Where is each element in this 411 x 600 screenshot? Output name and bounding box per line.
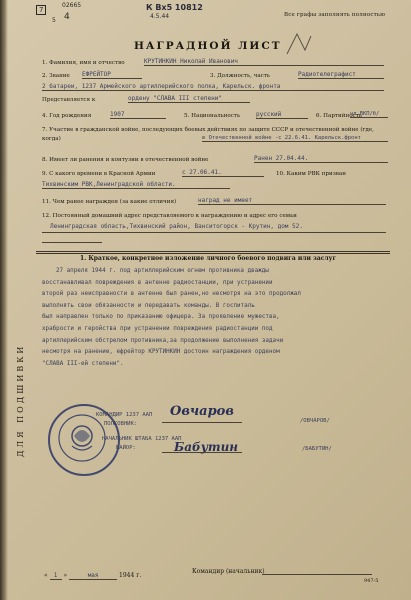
corner-number-sheet: 4 bbox=[64, 12, 70, 22]
archive-stamp-date: 4.5.44 bbox=[150, 13, 170, 20]
field-9-value: с 27.06.41. bbox=[182, 169, 264, 177]
chief-of-staff-label: НАЧАЛЬНИК ШТАБА 1237 ААП bbox=[102, 436, 182, 442]
page-title: НАГРАДНОЙ ЛИСТ bbox=[134, 40, 282, 52]
scan-binding-edge bbox=[0, 0, 8, 600]
corner-number-small: 5 bbox=[52, 17, 56, 24]
narrative-line: артиллерийским обстрелом противника,за продолжение выполнения задачи bbox=[42, 337, 284, 344]
field-10-label: 10. Каким РВК призван bbox=[276, 171, 346, 177]
corner-number-boxed: 7 bbox=[36, 5, 46, 15]
commander-rank: ПОЛКОВНИК: bbox=[104, 421, 138, 427]
field-12-value: Ленинградская область,Тихвинский район, Ванситогорск - Крутин, дом 52. bbox=[50, 223, 303, 230]
chief-of-staff-signature: Бабутин bbox=[174, 440, 239, 454]
date-day: 1 bbox=[50, 572, 62, 580]
date-close-quote: » bbox=[63, 572, 68, 579]
field-6-value: чл.ВКП/б/ bbox=[350, 111, 388, 118]
field-3-value: Радиотелеграфист bbox=[298, 71, 384, 79]
field-7-label: 7. Участие в гражданской войне, последующих боевых действиях по защите СССР и отечественной войне (где, когда) bbox=[42, 127, 374, 142]
section-divider bbox=[36, 251, 390, 254]
fill-all-note: Все графы заполнять полностью bbox=[284, 12, 386, 18]
commander-label: КОМАНДИР 1237 ААП bbox=[96, 412, 153, 418]
field-3-label: 3. Должность, часть bbox=[210, 73, 270, 79]
field-10-value: Тихвинским РВК,Ленинградской области. bbox=[42, 181, 230, 189]
narrative-line: был направлен только по приказанию офицера. За проявление мужества, bbox=[42, 314, 280, 321]
field-6-label: 6. Партийность bbox=[316, 113, 362, 119]
date-year: 1944 г. bbox=[119, 572, 142, 579]
date-open-quote: « bbox=[44, 572, 48, 579]
narrative-block bbox=[42, 266, 388, 370]
narrative-line: восстанавливал повреждения в антенне радиостанции, при устранении bbox=[42, 279, 273, 286]
field-8-value: Ранен 27.04.44. bbox=[254, 155, 388, 163]
date-line bbox=[44, 572, 141, 580]
field-5-label: 5. Национальность bbox=[184, 113, 241, 119]
narrative-line: "СЛАВА III-ей степени". bbox=[42, 360, 124, 367]
footer-commander-line bbox=[262, 574, 372, 575]
narrative-line: выполнять свои обязанности и передавать команды. В госпиталь bbox=[42, 302, 255, 309]
chief-of-staff-name: /БАБУТИН/ bbox=[302, 446, 332, 452]
commander-name: /ОВЧАРОВ/ bbox=[300, 418, 330, 424]
field-3-value-line2: 2 батареи, 1237 Армейского артиллерийского полка, Карельск. фронта bbox=[42, 83, 384, 91]
narrative-line: 27 апреля 1944 г. под артиллерийским огнем противника дважды bbox=[56, 268, 269, 274]
field-12-label: 12. Постоянный домашний адрес представляемого к награждению и адрес его семьи bbox=[42, 213, 297, 219]
chief-of-staff-rank: МАЙОР: bbox=[116, 445, 136, 451]
field-4-label: 4. Год рождения bbox=[42, 113, 92, 119]
presented-label: Представляется к bbox=[42, 97, 96, 103]
field-2-value: ЕФРЕЙТОР bbox=[82, 71, 142, 79]
field-5-value: русский bbox=[256, 111, 308, 119]
field-7-value: в Отечественной войне -с 22.6.41. Карельск.фронт bbox=[202, 135, 388, 142]
archive-stamp-number: К Вх5 10812 bbox=[146, 3, 203, 12]
narrative-line: храбрости и геройства при устранении повреждения радиостанции под bbox=[42, 325, 273, 332]
pencil-scribble bbox=[283, 30, 319, 58]
commander-signature: Овчаров bbox=[170, 404, 234, 419]
commander-sign-line bbox=[162, 422, 242, 423]
field-9-label: 9. С какого времени в Красной Армии bbox=[42, 171, 156, 177]
field-1-value: КРУТИНКИН Николай Иванович bbox=[144, 58, 384, 66]
field-11-label: 11. Чем ранее награжден (за какие отличия) bbox=[42, 199, 177, 205]
field-1-label: 1. Фамилия, имя и отчество bbox=[42, 60, 125, 66]
field-8-label: 8. Имеет ли ранения и контузии в отечественной войне bbox=[42, 157, 209, 163]
field-12-underline-2 bbox=[42, 242, 102, 243]
print-code: 947-5 bbox=[364, 578, 379, 584]
narrative-line: второй раз неисправности в антенне был ранен,но несмотря на это продолжал bbox=[42, 291, 301, 298]
date-month: мая bbox=[69, 572, 117, 580]
chief-sign-line bbox=[162, 452, 242, 453]
field-4-value: 1907 bbox=[110, 111, 166, 119]
presented-value: ордену "СЛАВА III степени" bbox=[128, 95, 250, 103]
section-title: 1. Краткое, конкретное изложение личного боевого подвига или заслуг bbox=[80, 255, 337, 262]
field-11-value: наград не имеет bbox=[198, 197, 386, 205]
field-2-label: 2. Звание bbox=[42, 73, 70, 79]
sidebar-filing-label: ДЛЯ ПОДШИВКИ bbox=[16, 343, 25, 457]
field-12-underline-1 bbox=[42, 232, 386, 233]
footer-commander-label: Командир (начальник) bbox=[192, 568, 265, 575]
narrative-line: несмотря на ранение, ефрейтор КРУТИНКИН достоин награждения орденом bbox=[42, 349, 280, 356]
corner-number-top: 02665 bbox=[62, 2, 82, 9]
